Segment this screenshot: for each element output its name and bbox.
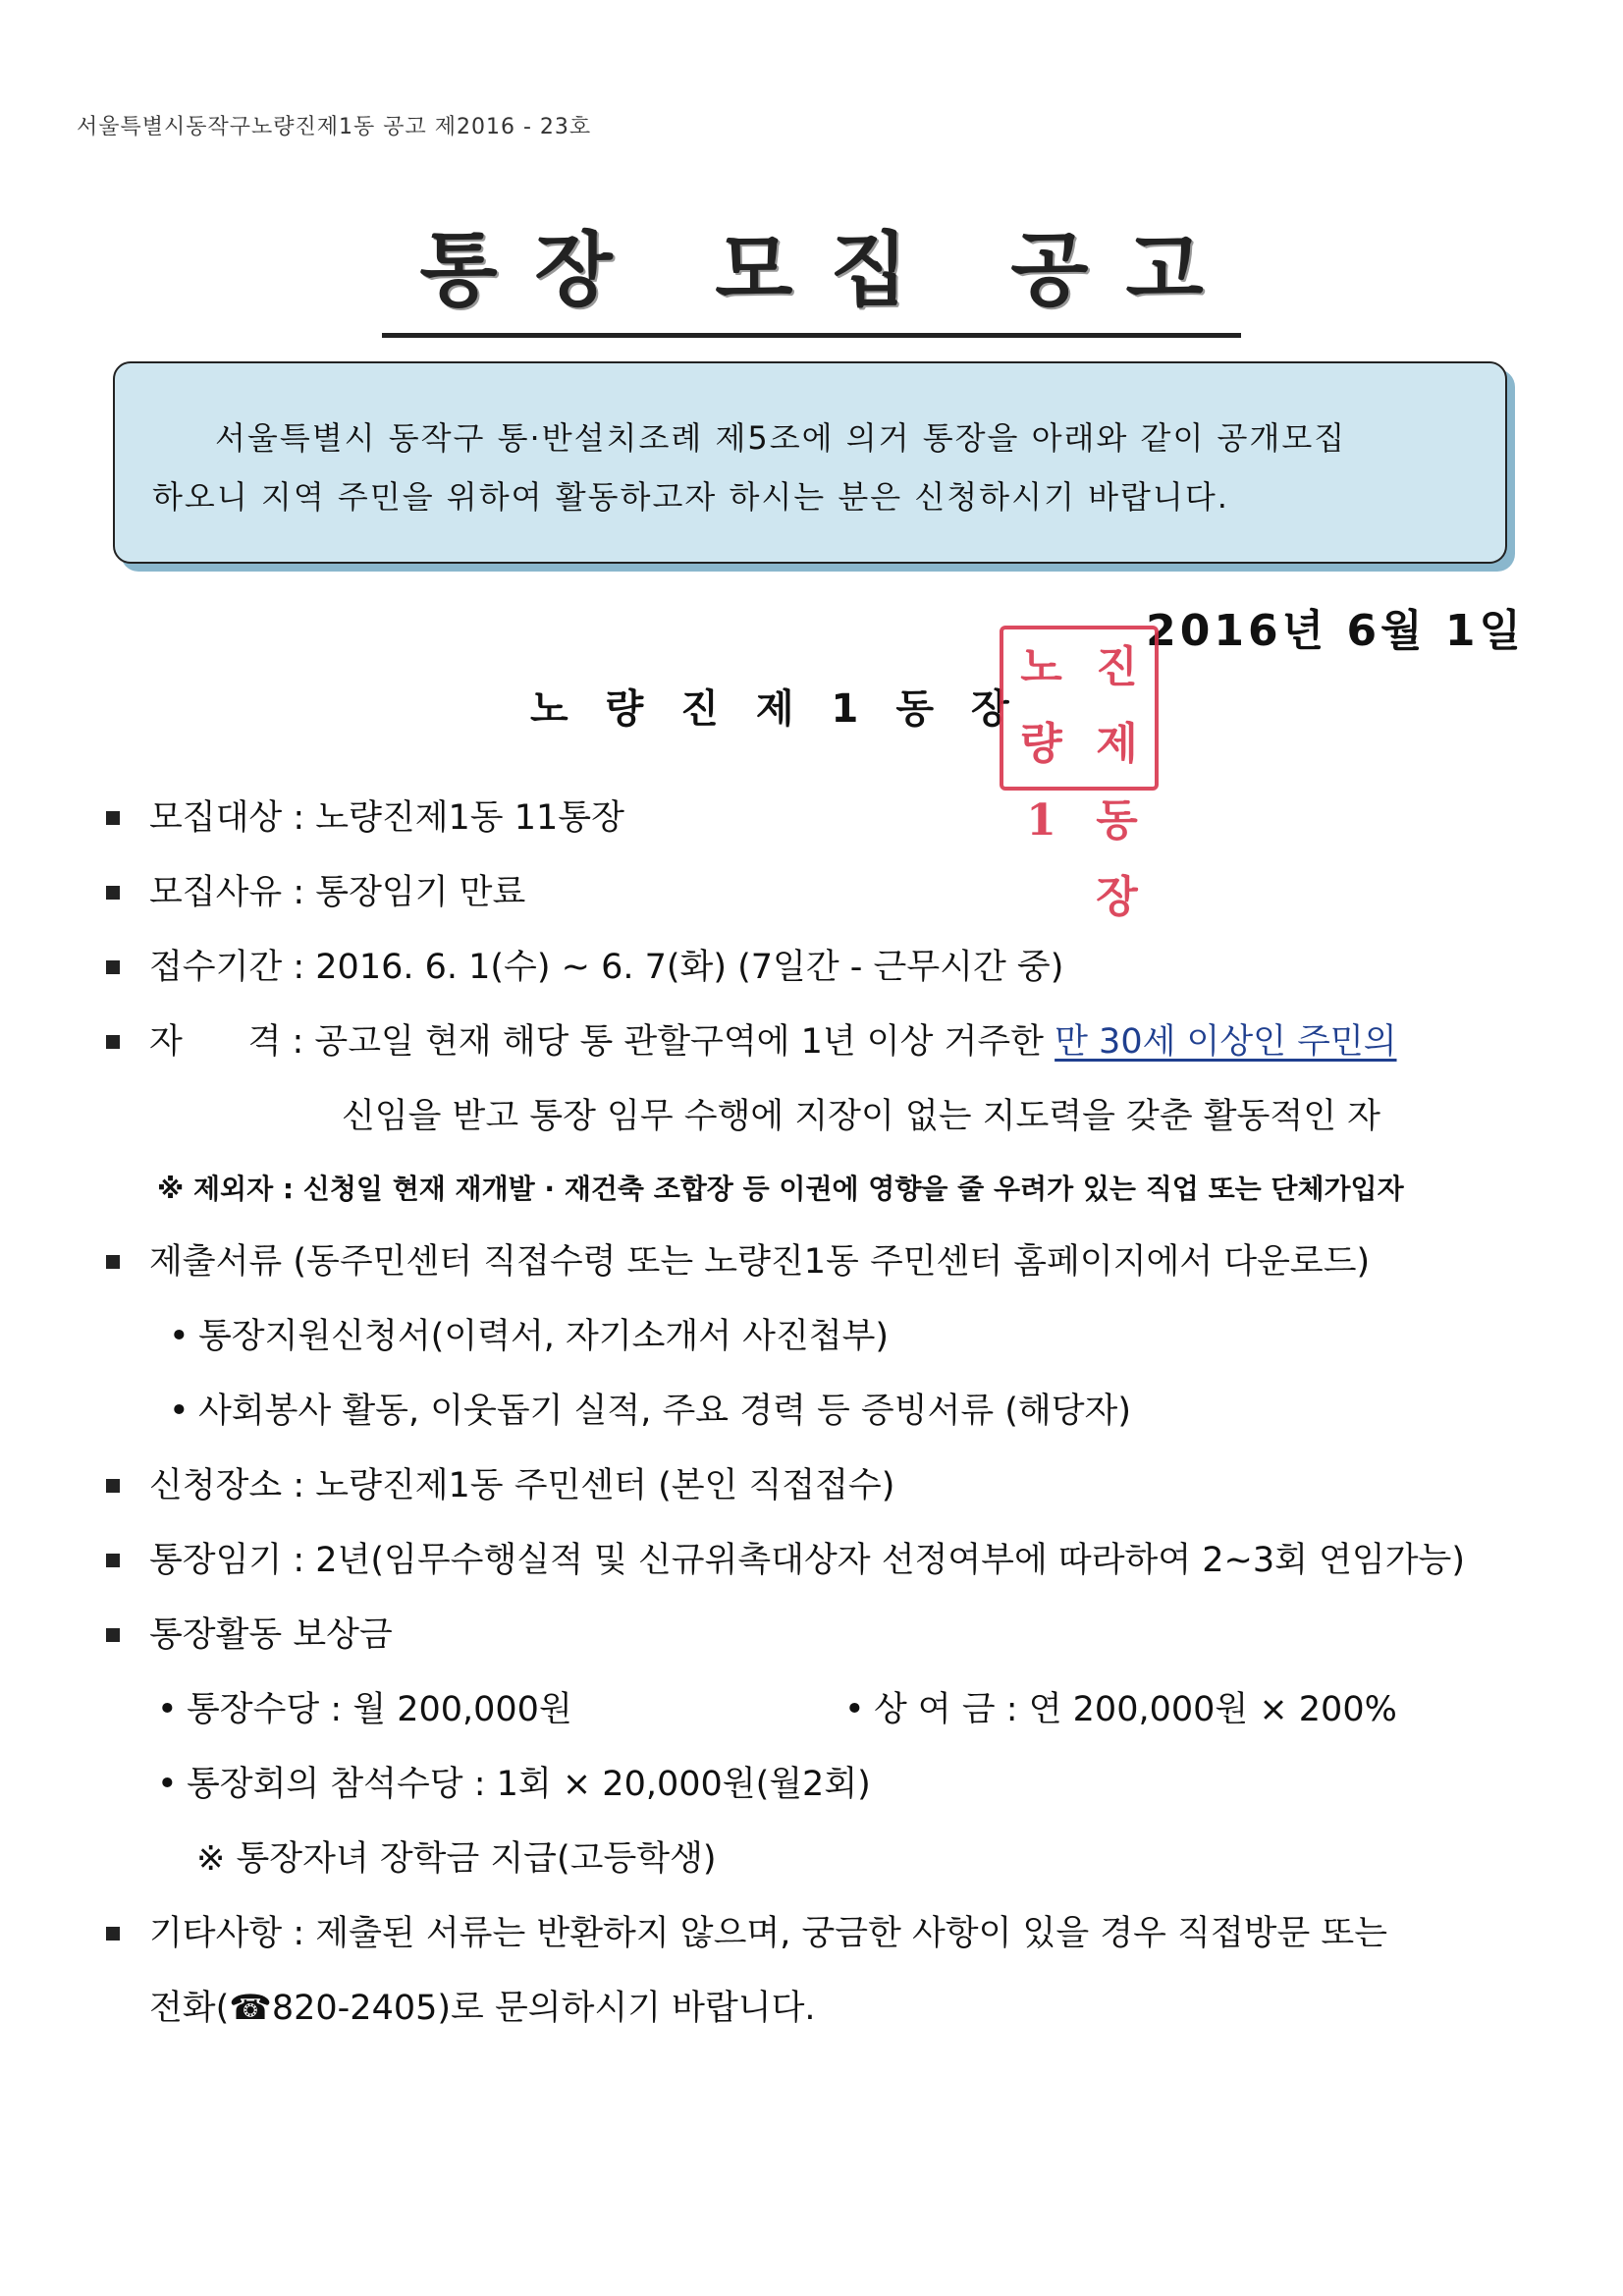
square-bullet-icon: [106, 1479, 120, 1493]
issuer: 노량진제1동장: [530, 686, 1047, 732]
intro-line-1: 서울특별시 동작구 통·반설치조례 제5조에 의거 통장을 아래와 같이 공개모집: [215, 419, 1347, 457]
item-period: 접수기간 : 2016. 6. 1(수) ~ 6. 7(화) (7일간 - 근무시간 중): [106, 930, 1530, 1005]
square-bullet-icon: [106, 1255, 120, 1269]
dot-bullet-icon: •: [157, 1765, 178, 1804]
item-qualification: 자 격 : 공고일 현재 해당 통 관할구역에 1년 이상 거주한 만 30세 이상인 주민의: [106, 1005, 1530, 1079]
compensation-row-1: [106, 1672, 1530, 1747]
qualification-highlight: 만 30세 이상인 주민의: [1055, 1022, 1397, 1062]
page-title: 통장 모집 공고: [382, 206, 1240, 338]
notice-body: [106, 781, 1530, 2046]
dot-bullet-icon: •: [169, 1392, 189, 1431]
official-seal: [1000, 626, 1159, 922]
seal-char: 1: [1026, 795, 1056, 846]
etc-line-2: 전화(☎820-2405)로 문의하시기 바랍니다.: [149, 1989, 816, 2028]
item-target: 모집대상 : 노량진제1동 11통장: [106, 781, 1530, 855]
documents-sub-1: • 통장지원신청서(이력서, 자기소개서 사진첩부): [106, 1299, 1530, 1374]
seal-char: 동장: [1096, 795, 1138, 922]
scholarship-note: ※ 통장자녀 장학금 지급(고등학생): [196, 1839, 717, 1879]
seal-char: 진제: [1096, 642, 1138, 769]
item-term: 통장임기 : 2년(임무수행실적 및 신규위촉대상자 선정여부에 따라하여 2~3회 연임가능): [106, 1523, 1530, 1598]
square-bullet-icon: [106, 1554, 120, 1567]
dot-bullet-icon: •: [157, 1690, 178, 1729]
exclusion-note: ※ 제외자 : 신청일 현재 재개발 · 재건축 조합장 등 이권에 영향을 줄 우려가 있는 직업 또는 단체가입자: [157, 1173, 1404, 1205]
qualification-line-2: 신임을 받고 통장 임무 수행에 지장이 없는 지도력을 갖춘 활동적인 자: [342, 1097, 1380, 1136]
compensation-allowance: 통장수당 : 월 200,000원: [187, 1690, 572, 1729]
square-bullet-icon: [106, 960, 120, 974]
square-bullet-icon: [106, 886, 120, 900]
square-bullet-icon: [106, 811, 120, 825]
notice-date: 2016년 6월 1일: [1146, 606, 1525, 656]
page-title-wrap: [0, 206, 1623, 338]
square-bullet-icon: [106, 1035, 120, 1049]
item-place: 신청장소 : 노량진제1동 주민센터 (본인 직접접수): [106, 1449, 1530, 1523]
item-etc: 기타사항 : 제출된 서류는 반환하지 않으며, 궁금한 사항이 있을 경우 직접방문 또는: [106, 1896, 1530, 1971]
compensation-bonus: 상 여 금 : 연 200,000원 × 200%: [874, 1690, 1397, 1729]
documents-sub-2: • 사회봉사 활동, 이웃돕기 실적, 주요 경력 등 증빙서류 (해당자): [106, 1374, 1530, 1449]
item-reason: 모집사유 : 통장임기 만료: [106, 855, 1530, 930]
seal-char: 노량: [1020, 642, 1062, 769]
dot-bullet-icon: •: [169, 1317, 189, 1356]
intro-box: [113, 361, 1507, 564]
item-compensation: 통장활동 보상금: [106, 1598, 1530, 1672]
intro-line-2: 하오니 지역 주민을 위하여 활동하고자 하시는 분은 신청하시기 바랍니다.: [152, 478, 1229, 516]
square-bullet-icon: [106, 1927, 120, 1941]
dot-bullet-icon: •: [844, 1690, 865, 1729]
square-bullet-icon: [106, 1628, 120, 1642]
document-number: 서울특별시동작구노량진제1동 공고 제2016 - 23호: [77, 115, 592, 139]
compensation-row-2: • 통장회의 참석수당 : 1회 × 20,000원(월2회): [106, 1747, 1530, 1822]
item-documents: 제출서류 (동주민센터 직접수령 또는 노량진1동 주민센터 홈페이지에서 다운로드): [106, 1225, 1530, 1299]
